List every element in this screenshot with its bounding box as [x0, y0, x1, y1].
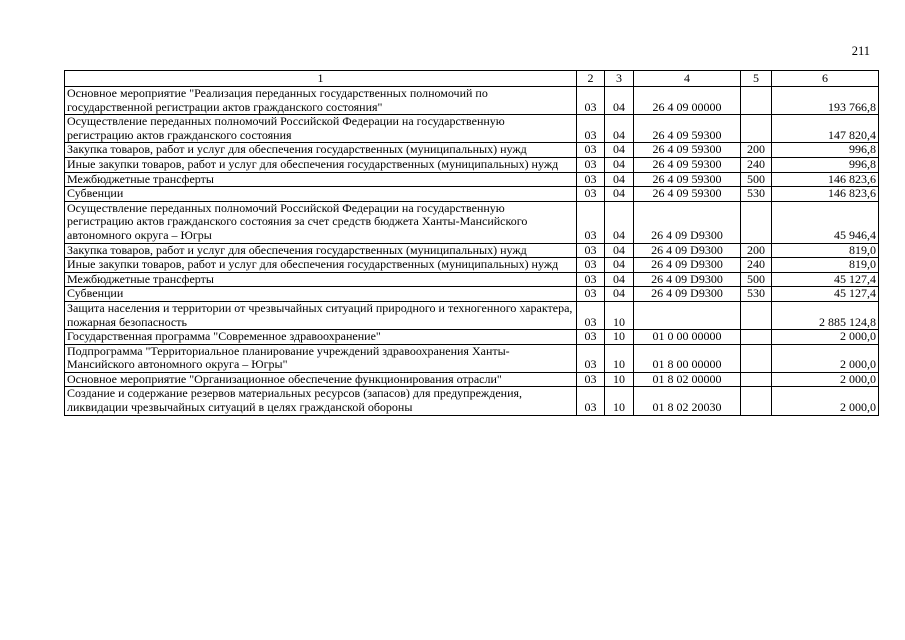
- table-row: [65, 301, 879, 329]
- row-amount-cell: 147 820,4: [772, 115, 879, 143]
- header-col-3: 3: [605, 71, 634, 87]
- table-row: [65, 143, 879, 158]
- row-subsection-cell: 04: [605, 187, 634, 202]
- row-amount-cell: 2 000,0: [772, 372, 879, 387]
- row-target-article-cell: 26 4 09 59300: [634, 143, 741, 158]
- row-section-cell: 03: [577, 187, 605, 202]
- row-section-cell: 03: [577, 287, 605, 302]
- row-amount-cell: 45 127,4: [772, 272, 879, 287]
- row-subsection-cell: 04: [605, 272, 634, 287]
- table-row: [65, 344, 879, 372]
- row-section-cell: 03: [577, 344, 605, 372]
- row-name-cell: Субвенции: [65, 287, 577, 302]
- row-subsection-cell: 10: [605, 301, 634, 329]
- row-target-article-cell: 26 4 09 59300: [634, 172, 741, 187]
- row-subsection-cell: 10: [605, 330, 634, 345]
- row-expense-type-cell: 240: [741, 258, 772, 273]
- table-row: [65, 243, 879, 258]
- row-section-cell: 03: [577, 115, 605, 143]
- row-section-cell: 03: [577, 387, 605, 415]
- table-row: [65, 330, 879, 345]
- budget-table: [64, 70, 879, 416]
- row-section-cell: 03: [577, 330, 605, 345]
- header-col-5: 5: [741, 71, 772, 87]
- row-subsection-cell: 04: [605, 201, 634, 243]
- row-subsection-cell: 10: [605, 372, 634, 387]
- row-amount-cell: 146 823,6: [772, 172, 879, 187]
- row-amount-cell: 996,8: [772, 157, 879, 172]
- row-section-cell: 03: [577, 143, 605, 158]
- row-section-cell: 03: [577, 201, 605, 243]
- table-row: [65, 387, 879, 415]
- row-amount-cell: 819,0: [772, 258, 879, 273]
- row-subsection-cell: 04: [605, 172, 634, 187]
- row-target-article-cell: 01 8 02 20030: [634, 387, 741, 415]
- row-subsection-cell: 04: [605, 287, 634, 302]
- row-amount-cell: 996,8: [772, 143, 879, 158]
- header-col-4: 4: [634, 71, 741, 87]
- table-row: [65, 87, 879, 115]
- row-name-cell: Межбюджетные трансферты: [65, 172, 577, 187]
- table-header-row: [65, 71, 879, 87]
- row-subsection-cell: 04: [605, 143, 634, 158]
- row-amount-cell: 45 127,4: [772, 287, 879, 302]
- row-section-cell: 03: [577, 172, 605, 187]
- table-row: [65, 172, 879, 187]
- row-target-article-cell: 26 4 09 59300: [634, 115, 741, 143]
- header-col-2: 2: [577, 71, 605, 87]
- row-name-cell: Иные закупки товаров, работ и услуг для обеспечения государственных (муниципальных) нужд: [65, 258, 577, 273]
- header-col-6: 6: [772, 71, 879, 87]
- row-subsection-cell: 10: [605, 344, 634, 372]
- row-name-cell: Иные закупки товаров, работ и услуг для обеспечения государственных (муниципальных) нужд: [65, 157, 577, 172]
- row-expense-type-cell: [741, 330, 772, 345]
- row-name-cell: Осуществление переданных полномочий Российской Федерации на государственную регистрацию актов гражданского состояния: [65, 115, 577, 143]
- row-name-cell: Защита населения и территории от чрезвычайных ситуаций природного и техногенного характера, пожарная безопасность: [65, 301, 577, 329]
- row-subsection-cell: 10: [605, 387, 634, 415]
- row-section-cell: 03: [577, 272, 605, 287]
- row-subsection-cell: 04: [605, 243, 634, 258]
- row-expense-type-cell: [741, 201, 772, 243]
- row-target-article-cell: 01 0 00 00000: [634, 330, 741, 345]
- row-section-cell: 03: [577, 301, 605, 329]
- row-name-cell: Закупка товаров, работ и услуг для обеспечения государственных (муниципальных) нужд: [65, 243, 577, 258]
- row-amount-cell: 2 000,0: [772, 387, 879, 415]
- row-target-article-cell: 26 4 09 D9300: [634, 243, 741, 258]
- row-target-article-cell: 26 4 09 D9300: [634, 258, 741, 273]
- row-expense-type-cell: 500: [741, 272, 772, 287]
- row-amount-cell: 45 946,4: [772, 201, 879, 243]
- row-expense-type-cell: 530: [741, 187, 772, 202]
- table-row: [65, 115, 879, 143]
- row-name-cell: Основное мероприятие "Организационное обеспечение функционирования отрасли": [65, 372, 577, 387]
- row-expense-type-cell: 240: [741, 157, 772, 172]
- row-name-cell: Закупка товаров, работ и услуг для обеспечения государственных (муниципальных) нужд: [65, 143, 577, 158]
- row-amount-cell: 2 000,0: [772, 330, 879, 345]
- table-row: [65, 372, 879, 387]
- row-expense-type-cell: [741, 344, 772, 372]
- row-amount-cell: 193 766,8: [772, 87, 879, 115]
- table-row: [65, 157, 879, 172]
- row-target-article-cell: 26 4 09 59300: [634, 187, 741, 202]
- row-subsection-cell: 04: [605, 157, 634, 172]
- row-expense-type-cell: [741, 387, 772, 415]
- row-expense-type-cell: [741, 372, 772, 387]
- row-name-cell: Государственная программа "Современное здравоохранение": [65, 330, 577, 345]
- row-target-article-cell: 26 4 09 D9300: [634, 272, 741, 287]
- table-row: [65, 187, 879, 202]
- row-section-cell: 03: [577, 243, 605, 258]
- row-expense-type-cell: [741, 115, 772, 143]
- row-section-cell: 03: [577, 87, 605, 115]
- row-name-cell: Подпрограмма "Территориальное планирование учреждений здравоохранения Ханты-Мансийского автономного округа – Югры": [65, 344, 577, 372]
- row-name-cell: Основное мероприятие "Реализация переданных государственных полномочий по государственной регистрации актов гражданского состояния": [65, 87, 577, 115]
- row-target-article-cell: 26 4 09 00000: [634, 87, 741, 115]
- table-row: [65, 201, 879, 243]
- row-section-cell: 03: [577, 258, 605, 273]
- row-target-article-cell: 01 8 00 00000: [634, 344, 741, 372]
- row-name-cell: Создание и содержание резервов материальных ресурсов (запасов) для предупреждения, ликвидации чрезвычайных ситуаций в целях гражданской обороны: [65, 387, 577, 415]
- row-amount-cell: 2 000,0: [772, 344, 879, 372]
- row-expense-type-cell: 200: [741, 243, 772, 258]
- row-amount-cell: 819,0: [772, 243, 879, 258]
- row-name-cell: Межбюджетные трансферты: [65, 272, 577, 287]
- row-target-article-cell: 26 4 09 59300: [634, 157, 741, 172]
- row-target-article-cell: [634, 301, 741, 329]
- row-target-article-cell: 26 4 09 D9300: [634, 287, 741, 302]
- header-col-1: 1: [65, 71, 577, 87]
- row-target-article-cell: 26 4 09 D9300: [634, 201, 741, 243]
- row-section-cell: 03: [577, 372, 605, 387]
- row-name-cell: Осуществление переданных полномочий Российской Федерации на государственную регистрацию актов гражданского состояния за счет средств бюджета Ханты-Мансийского автономного округа – Югры: [65, 201, 577, 243]
- row-amount-cell: 2 885 124,8: [772, 301, 879, 329]
- row-name-cell: Субвенции: [65, 187, 577, 202]
- row-expense-type-cell: [741, 87, 772, 115]
- table-row: [65, 272, 879, 287]
- row-amount-cell: 146 823,6: [772, 187, 879, 202]
- row-target-article-cell: 01 8 02 00000: [634, 372, 741, 387]
- row-expense-type-cell: [741, 301, 772, 329]
- row-subsection-cell: 04: [605, 87, 634, 115]
- table-row: [65, 287, 879, 302]
- table-row: [65, 258, 879, 273]
- row-expense-type-cell: 530: [741, 287, 772, 302]
- page-number: 211: [851, 44, 870, 58]
- row-expense-type-cell: 500: [741, 172, 772, 187]
- row-subsection-cell: 04: [605, 258, 634, 273]
- row-expense-type-cell: 200: [741, 143, 772, 158]
- row-section-cell: 03: [577, 157, 605, 172]
- row-subsection-cell: 04: [605, 115, 634, 143]
